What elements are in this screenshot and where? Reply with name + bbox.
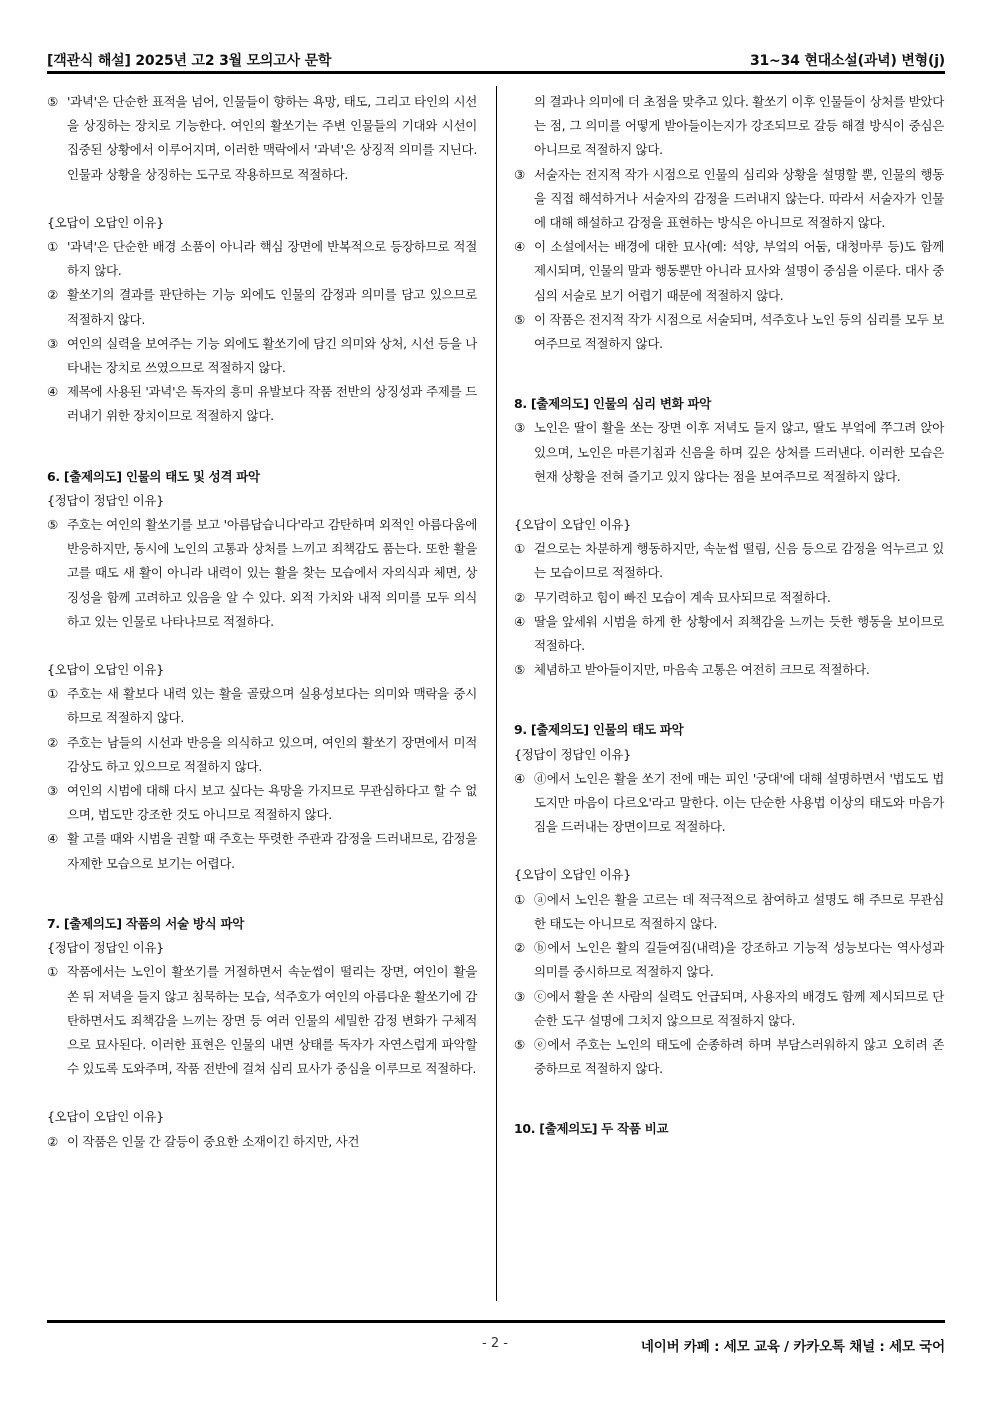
item-text: '과녁'은 단순한 표적을 넘어, 인물들이 향하는 욕망, 태도, 그리고 타인의 시선을 상징하는 장치로 기능한다. 여인의 활쏘기는 주변 인물들의 기대와 시선이 집중된 상황에서 이루어지며, 이러한 맥락에서 '과녁'은 상징적 의미를 지닌다. 인물과 상황을 상징하는 도구로 작용하므로 적절하다. xyxy=(67,94,477,182)
answer-item xyxy=(47,90,477,187)
column-divider xyxy=(496,86,497,1301)
header-rule xyxy=(47,71,945,74)
item-number: ① xyxy=(47,239,58,255)
page-number: - 2 - xyxy=(482,1336,508,1351)
item-number: ③ xyxy=(514,988,525,1004)
answer-item xyxy=(47,380,477,428)
answer-item xyxy=(47,960,477,1081)
item-text: ⓑ에서 노인은 활의 길들여짐(내력)을 강조하고 기능적 성능보다는 역사성과 의미를 중시하므로 적절하지 않다. xyxy=(534,940,944,980)
item-text: 주호는 새 활보다 내력 있는 활을 골랐으며 실용성보다는 의미와 맥락을 중시하므로 적절하지 않다. xyxy=(67,686,477,726)
question-7-title: 7. [출제의도] 작품의 서술 방식 파악 xyxy=(47,915,245,931)
question-6-title: 6. [출제의도] 인물의 태도 및 성격 파악 xyxy=(47,468,260,484)
header-left-title: [객관식 해설] 2025년 고2 3월 모의고사 문학 xyxy=(47,53,332,69)
item-text: 작품에서는 노인이 활쏘기를 거절하면서 속눈썹이 떨리는 장면, 여인이 활을 쏜 뒤 저녁을 들지 않고 침묵하는 모습, 석주호가 여인의 아름다운 활쏘기에 감탄하면서도 죄책감을 느끼는 장면 등 여러 인물의 세밀한 감정 변화가 구체적으로 묘사된다. 이러한 표현은 인물의 내면 상태를 독자가 자연스럽게 파악할 수 있도록 도와주며, 작품 전반에 걸쳐 심리 묘사가 중심을 이루므로 적절하다. xyxy=(67,964,477,1077)
item-text: 의 결과나 의미에 더 초점을 맞추고 있다. 활쏘기 이후 인물들이 상처를 받았다는 점, 그 의미를 어떻게 받아들이는지가 강조되므로 갈등 해결 방식이 중심은 아니므로 적절하지 않다. xyxy=(534,94,944,158)
item-text: 제목에 사용된 '과녁'은 독자의 흥미 유발보다 작품 전반의 상징성과 주제를 드러내기 위한 장치이므로 적절하지 않다. xyxy=(67,384,477,424)
item-number: ⑤ xyxy=(514,311,525,327)
answer-item xyxy=(514,767,944,840)
wrong-label: {오답이 오답인 이유} xyxy=(514,867,631,883)
item-text: 딸을 앞세워 시범을 하게 한 상황에서 죄책감을 느끼는 듯한 행동을 보이므로 적절하다. xyxy=(534,613,944,654)
item-text: ⓐ에서 노인은 활을 고르는 데 적극적으로 참여하고 설명도 해 주므로 무관심한 태도는 아니므로 적절하지 않다. xyxy=(534,891,944,931)
footer-credit: 네이버 카페 : 세모 교육 / 카카오톡 채널 : 세모 국어 xyxy=(640,1339,945,1355)
footer-rule xyxy=(47,1320,945,1323)
item-text: 겉으로는 차분하게 행동하지만, 속눈썹 떨림, 신음 등으로 감정을 억누르고 있는 모습이므로 적절하다. xyxy=(534,541,944,581)
wrong-label: {오답이 오답인 이유} xyxy=(47,662,164,678)
answer-item xyxy=(47,827,477,875)
wrong-label: {오답이 오답인 이유} xyxy=(514,517,631,533)
answer-item xyxy=(514,163,944,236)
wrong-label: {오답이 오답인 이유} xyxy=(47,1109,164,1125)
answer-item xyxy=(514,586,944,610)
item-number: ② xyxy=(47,1133,58,1149)
answer-item xyxy=(47,1130,477,1154)
item-text: 이 작품은 전지적 작가 시점으로 서술되며, 석주호나 노인 등의 심리를 모두 보여주므로 적절하지 않다. xyxy=(534,311,944,352)
item-number: ② xyxy=(47,287,58,303)
item-text: 여인의 실력을 보여주는 기능 외에도 활쏘기에 담긴 의미와 상처, 시선 등을 나타내는 장치로 쓰였으므로 적절하지 않다. xyxy=(67,335,477,376)
answer-item xyxy=(47,779,477,827)
item-number: ③ xyxy=(514,166,525,182)
answer-item xyxy=(514,610,944,658)
answer-item xyxy=(514,985,944,1033)
item-number: ② xyxy=(47,734,58,750)
item-text: 활쏘기의 결과를 판단하는 기능 외에도 인물의 감정과 의미를 담고 있으므로 적절하지 않다. xyxy=(67,287,477,327)
answer-item xyxy=(47,513,477,634)
item-number: ① xyxy=(47,964,58,980)
item-number: ⑤ xyxy=(514,1036,525,1052)
answer-item-continued xyxy=(514,90,944,163)
item-number: ① xyxy=(47,686,58,702)
answer-item xyxy=(47,332,477,380)
correct-label: {정답이 정답인 이유} xyxy=(47,492,164,508)
page-header xyxy=(47,42,945,70)
answer-item xyxy=(514,416,944,489)
item-number: ③ xyxy=(47,783,58,799)
answer-item xyxy=(514,235,944,308)
item-text: 노인은 딸이 활을 쏘는 장면 이후 저녁도 들지 않고, 딸도 부엌에 쭈그려 앉아 있으며, 노인은 마른기침과 신음을 하며 깊은 상처를 드러낸다. 이러한 모습은 현재 상황을 전혀 즐기고 있지 않다는 점을 보여주므로 적절하지 않다. xyxy=(534,420,944,484)
item-text: 체념하고 받아들이지만, 마음속 고통은 여전히 크므로 적절하다. xyxy=(534,662,870,678)
item-text: 서술자는 전지적 작가 시점으로 인물의 심리와 상황을 설명할 뿐, 인물의 행동을 직접 해석하거나 서술자의 감정을 드러내지 않는다. 따라서 서술자가 인물에 대해 해설하고 감정을 표현하는 방식은 아니므로 적절하지 않다. xyxy=(534,166,944,231)
answer-item xyxy=(514,537,944,585)
question-8-title: 8. [출제의도] 인물의 심리 변화 파악 xyxy=(514,396,712,412)
left-column xyxy=(47,90,477,1154)
question-9-title: 9. [출제의도] 인물의 태도 파악 xyxy=(514,722,684,738)
correct-label: {정답이 정답인 이유} xyxy=(514,746,631,762)
item-text: ⓒ에서 활을 쏜 사람의 실력도 언급되며, 사용자의 배경도 함께 제시되므로 단순한 도구 설명에 그치지 않으므로 적절하지 않다. xyxy=(534,988,944,1028)
item-number: ② xyxy=(514,940,525,956)
answer-item xyxy=(47,731,477,779)
answer-item xyxy=(514,1033,944,1081)
answer-item xyxy=(47,235,477,283)
item-text: 이 소설에서는 배경에 대한 묘사(예: 석양, 부엌의 어둠, 대청마루 등)도 함께 제시되며, 인물의 말과 행동뿐만 아니라 묘사와 설명이 중심을 이룬다. 대사 중심의 서술로 보기 어렵기 때문에 적절하지 않다. xyxy=(534,239,944,303)
item-number: ④ xyxy=(514,770,525,786)
item-number: ④ xyxy=(47,384,58,400)
item-text: 이 작품은 인물 간 갈등이 중요한 소재이긴 하지만, 사건 xyxy=(67,1133,360,1149)
item-number: ③ xyxy=(514,420,525,436)
item-text: 주호는 남들의 시선과 반응을 의식하고 있으며, 여인의 활쏘기 장면에서 미적 감상도 하고 있으므로 적절하지 않다. xyxy=(67,734,477,774)
header-right-title: 31~34 현대소설(과녁) 변형(j) xyxy=(749,53,945,69)
item-number: ② xyxy=(514,589,525,605)
item-text: 활 고를 때와 시범을 권할 때 주호는 뚜렷한 주관과 감정을 드러내므로, 감정을 자제한 모습으로 보기는 어렵다. xyxy=(67,831,477,871)
item-number: ③ xyxy=(47,335,58,351)
item-text: 무기력하고 힘이 빠진 모습이 계속 묘사되므로 적절하다. xyxy=(534,589,831,605)
item-number: ④ xyxy=(514,613,525,629)
item-number: ⑤ xyxy=(47,94,58,109)
question-10-title: 10. [출제의도] 두 작품 비교 xyxy=(514,1121,669,1137)
item-text: ⓓ에서 노인은 활을 쏘기 전에 매는 피인 '궁대'에 대해 설명하면서 '법도도 법도지만 마음이 다르오'라고 말한다. 이는 단순한 사용법 이상의 태도와 마음가짐을 드러내는 장면이므로 적절하다. xyxy=(534,770,944,835)
right-column xyxy=(514,90,944,1142)
item-number: ⑤ xyxy=(514,662,525,678)
correct-label: {정답이 정답인 이유} xyxy=(47,940,164,956)
item-number: ⑤ xyxy=(47,517,58,533)
answer-item xyxy=(514,936,944,984)
item-text: 여인의 시범에 대해 다시 보고 싶다는 욕망을 가지므로 무관심하다고 할 수 없으며, 법도만 강조한 것도 아니므로 적절하지 않다. xyxy=(67,783,477,823)
answer-item xyxy=(514,308,944,356)
answer-item xyxy=(47,682,477,730)
item-number: ④ xyxy=(47,831,58,847)
wrong-label: {오답이 오답인 이유} xyxy=(47,214,164,230)
answer-item xyxy=(514,658,944,682)
item-text: '과녁'은 단순한 배경 소품이 아니라 핵심 장면에 반복적으로 등장하므로 적절하지 않다. xyxy=(67,239,477,279)
item-number: ④ xyxy=(514,239,525,255)
item-text: ⓔ에서 주호는 노인의 태도에 순종하려 하며 부담스러워하지 않고 오히려 존중하므로 적절하지 않다. xyxy=(534,1036,944,1077)
answer-item xyxy=(514,888,944,936)
item-text: 주호는 여인의 활쏘기를 보고 '아름답습니다'라고 감탄하며 외적인 아름다움에 반응하지만, 동시에 노인의 고통과 상처를 느끼고 죄책감도 품는다. 또한 활을 고를 때도 새 활이 아니라 내력이 있는 활을 찾는 모습에서 자의식과 체면, 상징성을 함께 고려하고 있음을 알 수 있다. 외적 가치와 내적 의미를 모두 의식하고 있는 인물로 나타나므로 적절하다. xyxy=(67,517,477,629)
item-number: ① xyxy=(514,541,525,557)
item-number: ① xyxy=(514,891,525,907)
answer-item xyxy=(47,283,477,331)
